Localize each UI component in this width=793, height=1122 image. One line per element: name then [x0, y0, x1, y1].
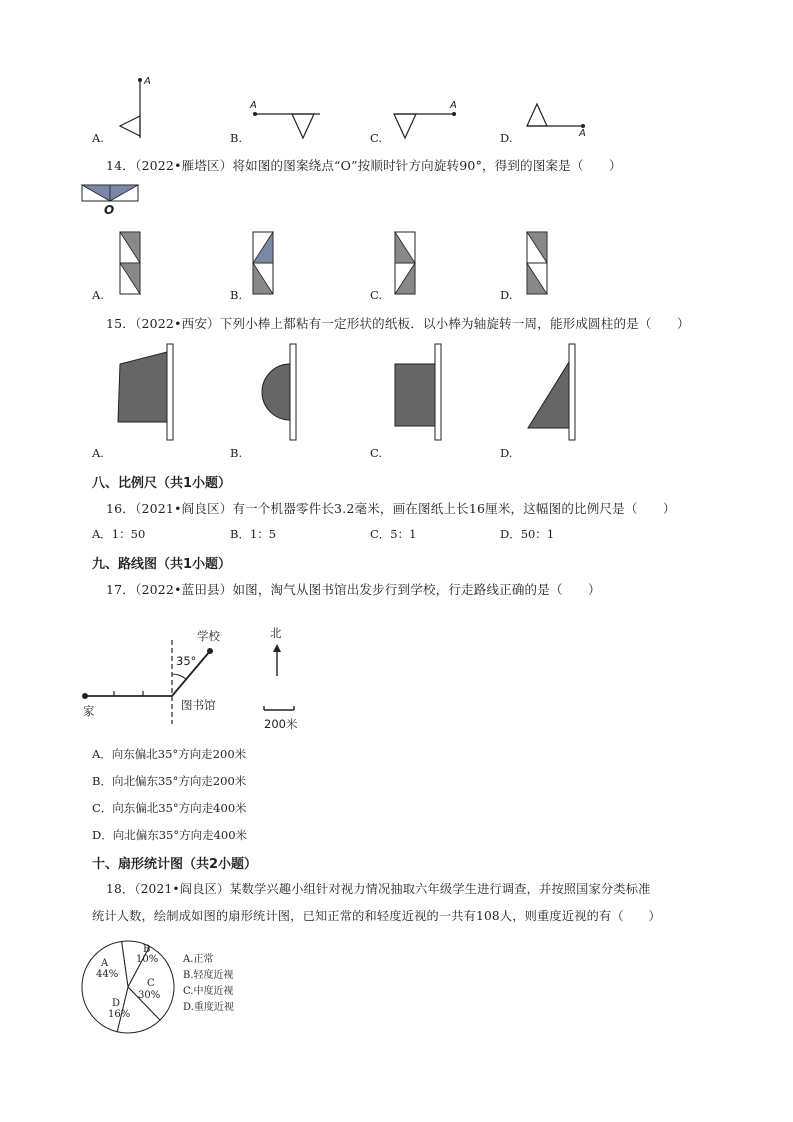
q13-d-point-label: A	[579, 128, 586, 139]
q15-option-c-figure	[392, 342, 462, 444]
q18-question-text-line2: 统计人数，绘制成如图的扇形统计图，已知正常的和轻度近视的一共有108人，则重度近视的有（ ）	[92, 909, 661, 923]
q14-pattern-figure	[82, 184, 142, 204]
q15-option-c[interactable]: C.	[370, 446, 383, 460]
q15-option-a[interactable]: A.	[92, 446, 104, 460]
q16-option-c[interactable]: C．5：1	[370, 527, 417, 541]
q14-option-c[interactable]: C.	[370, 288, 383, 302]
pie-label-c-value: 30%	[138, 990, 161, 1001]
q17-map-library-label: 图书馆	[181, 698, 216, 712]
q14-option-a-figure	[120, 232, 142, 296]
q18-question-text-line1: 18．（2021•阎良区）某数学兴趣小组针对视力情况抽取六年级学生进行调查，并按照国家分类标准	[106, 882, 651, 896]
q17-map-home-label: 家	[83, 704, 95, 718]
q14-center-label: O	[104, 203, 115, 217]
pie-label-a-value: 44%	[96, 969, 119, 980]
section-9-title: 九、路线图（共1小题）	[92, 557, 232, 572]
q17-option-b[interactable]: B．向北偏东35°方向走200米	[92, 774, 247, 788]
pie-label-a-name: A	[101, 958, 109, 969]
q13-figure-d	[525, 100, 605, 140]
pie-legend-b: B.轻度近视	[183, 970, 234, 981]
q15-option-a-figure	[115, 342, 185, 444]
q13-figure-b	[252, 108, 332, 148]
pie-label-b-name: B	[143, 944, 151, 955]
q13-option-c[interactable]: C.	[370, 131, 383, 145]
q14-option-b[interactable]: B.	[230, 288, 243, 302]
q14-option-d-figure	[527, 232, 549, 296]
q15-option-b[interactable]: B.	[230, 446, 243, 460]
q16-option-a[interactable]: A．1：50	[92, 527, 146, 541]
q17-option-c[interactable]: C．向东偏北35°方向走400米	[92, 801, 247, 815]
q15-option-b-figure	[252, 342, 322, 444]
q15-question-text: 15．（2022•西安）下列小棒上都粘有一定形状的纸板．以小棒为轴旋转一周，能形成圆柱的是（ ）	[106, 316, 690, 331]
q14-option-a[interactable]: A.	[92, 288, 104, 302]
pie-legend-d: D.重度近视	[183, 1002, 234, 1013]
q13-option-d[interactable]: D.	[500, 131, 513, 145]
q13-a-point-label: A	[144, 76, 151, 87]
q18-pie-chart	[78, 937, 178, 1037]
q14-option-d[interactable]: D.	[500, 288, 513, 302]
q14-question-text: 14．（2022•雁塔区）将如图的图案绕点“O”按顺时针方向旋转90°，得到的图案是（ ）	[106, 158, 622, 173]
q16-option-d[interactable]: D．50：1	[500, 527, 555, 541]
q17-option-d[interactable]: D．向北偏东35°方向走400米	[92, 828, 248, 842]
q17-map-school-label: 学校	[197, 629, 220, 643]
q13-b-point-label: A	[250, 100, 257, 111]
q16-question-text: 16．（2021•阎良区）有一个机器零件长3.2毫米，画在图纸上长16厘米，这幅图的比例尺是（ ）	[106, 501, 676, 516]
q15-option-d-figure	[525, 342, 595, 444]
q15-option-d[interactable]: D.	[500, 446, 513, 460]
q13-option-b[interactable]: B.	[230, 131, 243, 145]
q17-map-scale-label: 200米	[264, 717, 298, 731]
pie-label-b-value: 10%	[136, 954, 159, 965]
q17-map-angle-label: 35°	[176, 654, 197, 668]
pie-label-d-name: D	[112, 998, 121, 1009]
q14-option-c-figure	[395, 232, 417, 296]
q17-map-north-label: 北	[270, 626, 282, 640]
q17-option-a[interactable]: A．向东偏北35°方向走200米	[92, 747, 247, 761]
pie-label-c-name: C	[147, 978, 155, 989]
q13-c-point-label: A	[450, 100, 457, 111]
q13-option-a[interactable]: A.	[92, 131, 104, 145]
pie-legend-a: A.正常	[183, 954, 214, 965]
section-8-title: 八、比例尺（共1小题）	[92, 476, 232, 491]
pie-label-d-value: 16%	[108, 1009, 131, 1020]
section-10-title: 十、扇形统计图（共2小题）	[92, 857, 258, 872]
q13-figure-c	[392, 108, 472, 148]
q14-option-b-figure	[253, 232, 275, 296]
q17-question-text: 17．（2022•蓝田县）如图，淘气从图书馆出发步行到学校，行走路线正确的是（ ）	[106, 582, 601, 597]
pie-legend-c: C.中度近视	[183, 986, 234, 997]
q16-option-b[interactable]: B．1：5	[230, 527, 277, 541]
q13-figure-a	[112, 78, 152, 148]
